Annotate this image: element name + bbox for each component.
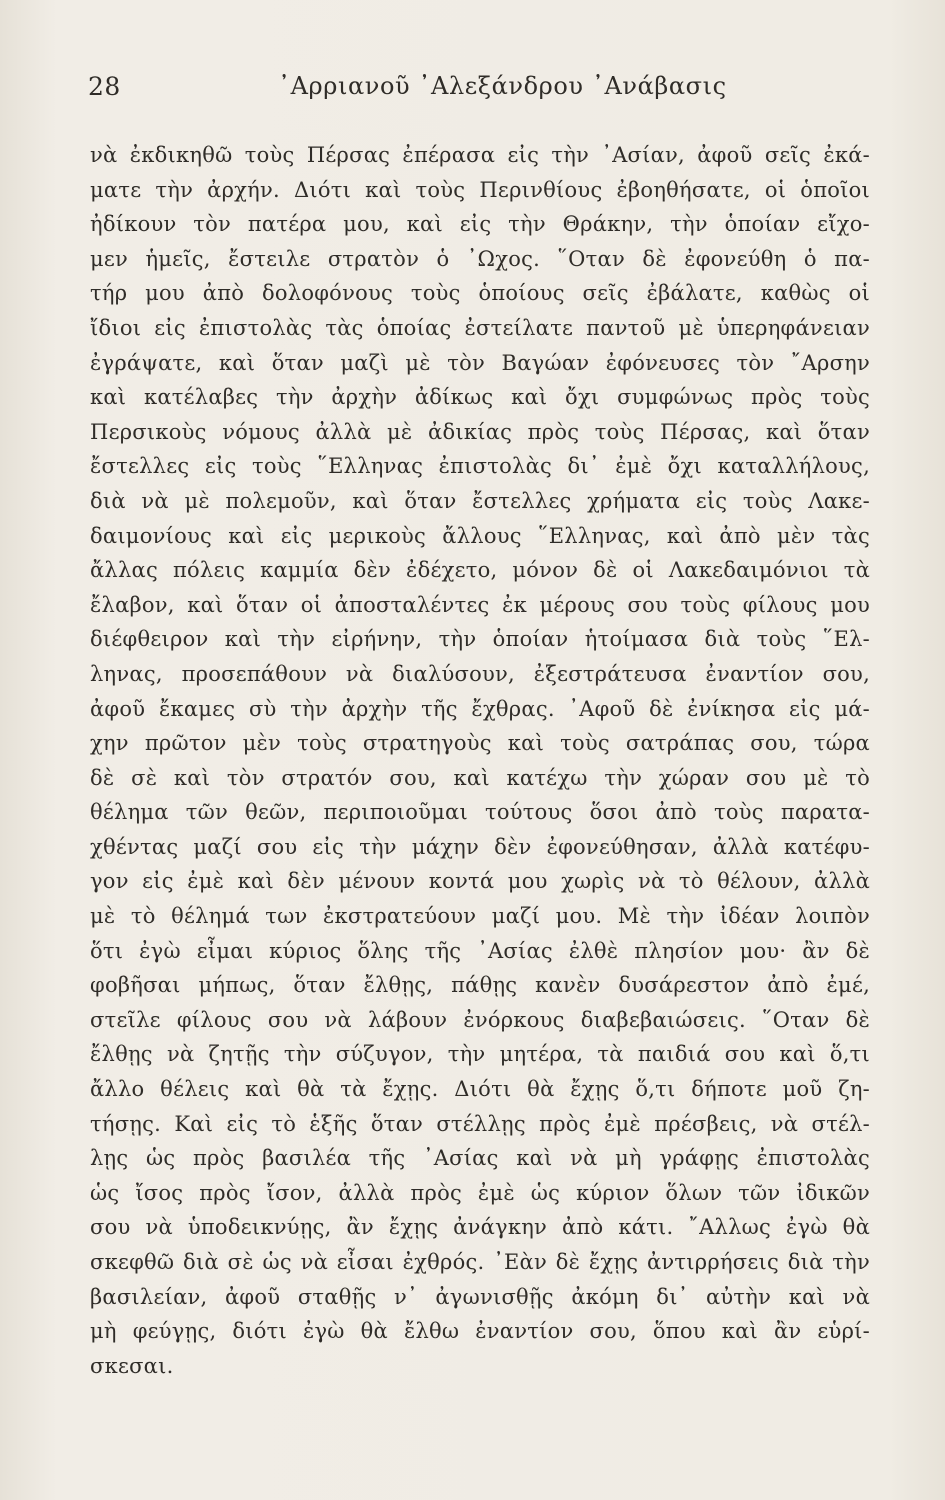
text-line: διέφθειρον καὶ τὴν εἰρήνην, τὴν ὁποίαν ἡτοίμασα διὰ τοὺς ῞Ελ- [90, 627, 870, 652]
text-line: ἴδιοι εἰς ἐπιστολὰς τὰς ὁποίας ἐστείλατε παντοῦ μὲ ὑπερηφάνειαν [90, 315, 870, 340]
text-line: φοβῆσαι μήπως, ὅταν ἔλθῃς, πάθῃς κανὲν δυσάρεστον ἀπὸ ἐμέ, [90, 973, 870, 998]
text-line: διὰ νὰ μὲ πολεμοῦν, καὶ ὅταν ἔστελλες χρήματα εἰς τοὺς Λακε- [90, 488, 870, 513]
text-line: τήρ μου ἀπὸ δολοφόνους τοὺς ὁποίους σεῖς ἐβάλατε, καθὼς οἱ [90, 281, 870, 306]
text-line: λῃς ὡς πρὸς βασιλέα τῆς ᾿Ασίας καὶ νὰ μὴ γράφῃς ἐπιστολὰς [90, 1146, 870, 1171]
text-line: ἄλλο θέλεις καὶ θὰ τὰ ἔχῃς. Διότι θὰ ἔχῃς ὅ,τι δήποτε μοῦ ζη- [90, 1077, 870, 1102]
text-line: ἀφοῦ ἔκαμες σὺ τὴν ἀρχὴν τῆς ἔχθρας. ᾿Αφοῦ δὲ ἐνίκησα εἰς μά- [90, 696, 870, 721]
text-line: ἄλλας πόλεις καμμία δὲν ἐδέχετο, μόνον δὲ οἱ Λακεδαιμόνιοι τὰ [90, 558, 870, 583]
text-line: ἔλθῃς νὰ ζητῇς τὴν σύζυγον, τὴν μητέρα, τὰ παιδιά σου καὶ ὅ,τι [90, 1042, 870, 1067]
text-line: ματε τὴν ἀρχήν. Διότι καὶ τοὺς Περινθίους ἐβοηθήσατε, οἱ ὁποῖοι [90, 177, 870, 202]
text-line: δαιμονίους καὶ εἰς μερικοὺς ἄλλους ῞Ελληνας, καὶ ἀπὸ μὲν τὰς [90, 523, 870, 548]
text-line: μεν ἡμεῖς, ἔστειλε στρατὸν ὁ ᾿Ωχος. ῞Οταν δὲ ἐφονεύθη ὁ πα- [90, 246, 870, 271]
text-line: Περσικοὺς νόμους ἀλλὰ μὲ ἀδικίας πρὸς τοὺς Πέρσας, καὶ ὅταν [90, 419, 870, 444]
body-text [90, 138, 870, 1383]
text-line: ἔλαβον, καὶ ὅταν οἱ ἀποσταλέντες ἐκ μέρους σου τοὺς φίλους μου [90, 592, 870, 617]
text-line: ἠδίκουν τὸν πατέρα μου, καὶ εἰς τὴν Θράκην, τὴν ὁποίαν εἴχο- [90, 212, 870, 237]
text-line: σκεσαι. [90, 1353, 174, 1378]
text-line: δὲ σὲ καὶ τὸν στρατόν σου, καὶ κατέχω τὴν χώραν σου μὲ τὸ [90, 765, 870, 790]
text-line: γον εἰς ἐμὲ καὶ δὲν μένουν κοντά μου χωρὶς νὰ τὸ θέλουν, ἀλλὰ [90, 869, 870, 894]
page-number: 28 [88, 72, 121, 101]
text-line: τήσῃς. Καὶ εἰς τὸ ἑξῆς ὅταν στέλλῃς πρὸς ἐμὲ πρέσβεις, νὰ στέλ- [90, 1111, 870, 1136]
text-line: ἐγράψατε, καὶ ὅταν μαζὶ μὲ τὸν Βαγώαν ἐφόνευσες τὸν ῎Αρσην [90, 350, 870, 375]
text-line: νὰ ἐκδικηθῶ τοὺς Πέρσας ἐπέρασα εἰς τὴν ᾿Ασίαν, ἀφοῦ σεῖς ἐκά- [90, 143, 870, 167]
text-line: ληνας, προσεπάθουν νὰ διαλύσουν, ἐξεστράτευσα ἐναντίον σου, [90, 661, 870, 686]
text-line: θέλημα τῶν θεῶν, περιποιοῦμαι τούτους ὅσοι ἀπὸ τοὺς παρατα- [90, 800, 870, 825]
text-line: ἔστελλες εἰς τοὺς ῞Ελληνας ἐπιστολὰς δι᾿ ἐμὲ ὄχι καταλλήλους, [90, 454, 870, 479]
text-line: ὅτι ἐγὼ εἶμαι κύριος ὅλης τῆς ᾿Ασίας ἐλθὲ πλησίον μου· ἂν δὲ [90, 938, 870, 963]
text-line: χθέντας μαζί σου εἰς τὴν μάχην δὲν ἐφονεύθησαν, ἀλλὰ κατέφυ- [90, 834, 870, 859]
running-title: ᾿Αρριανοῦ ᾿Αλεξάνδρου ᾿Ανάβασις [278, 72, 727, 100]
text-line: μὲ τὸ θέλημά των ἐκστρατεύουν μαζί μου. Μὲ τὴν ἰδέαν λοιπὸν [90, 904, 870, 929]
text-line: καὶ κατέλαβες τὴν ἀρχὴν ἀδίκως καὶ ὄχι συμφώνως πρὸς τοὺς [90, 385, 870, 410]
text-line: μὴ φεύγῃς, διότι ἐγὼ θὰ ἔλθω ἐναντίον σου, ὅπου καὶ ἂν εὑρί- [90, 1319, 870, 1344]
text-line: βασιλείαν, ἀφοῦ σταθῇς ν᾿ ἀγωνισθῇς ἀκόμη δι᾿ αὐτὴν καὶ νὰ [90, 1284, 870, 1309]
text-line: ὡς ἴσος πρὸς ἴσον, ἀλλὰ πρὸς ἐμὲ ὡς κύριον ὅλων τῶν ἰδικῶν [90, 1180, 870, 1205]
text-line: σκεφθῶ διὰ σὲ ὡς νὰ εἶσαι ἐχθρός. ᾿Εὰν δὲ ἔχῃς ἀντιρρήσεις διὰ τὴν [90, 1250, 870, 1274]
text-line: χην πρῶτον μὲν τοὺς στρατηγοὺς καὶ τοὺς σατράπας σου, τώρα [90, 731, 870, 756]
text-line: σου νὰ ὑποδεικνύῃς, ἂν ἔχῃς ἀνάγκην ἀπὸ κάτι. ῎Αλλως ἐγὼ θὰ [90, 1215, 870, 1240]
text-line: στεῖλε φίλους σου νὰ λάβουν ἐνόρκους διαβεβαιώσεις. ῞Οταν δὲ [90, 1007, 870, 1032]
page-header [88, 72, 878, 112]
